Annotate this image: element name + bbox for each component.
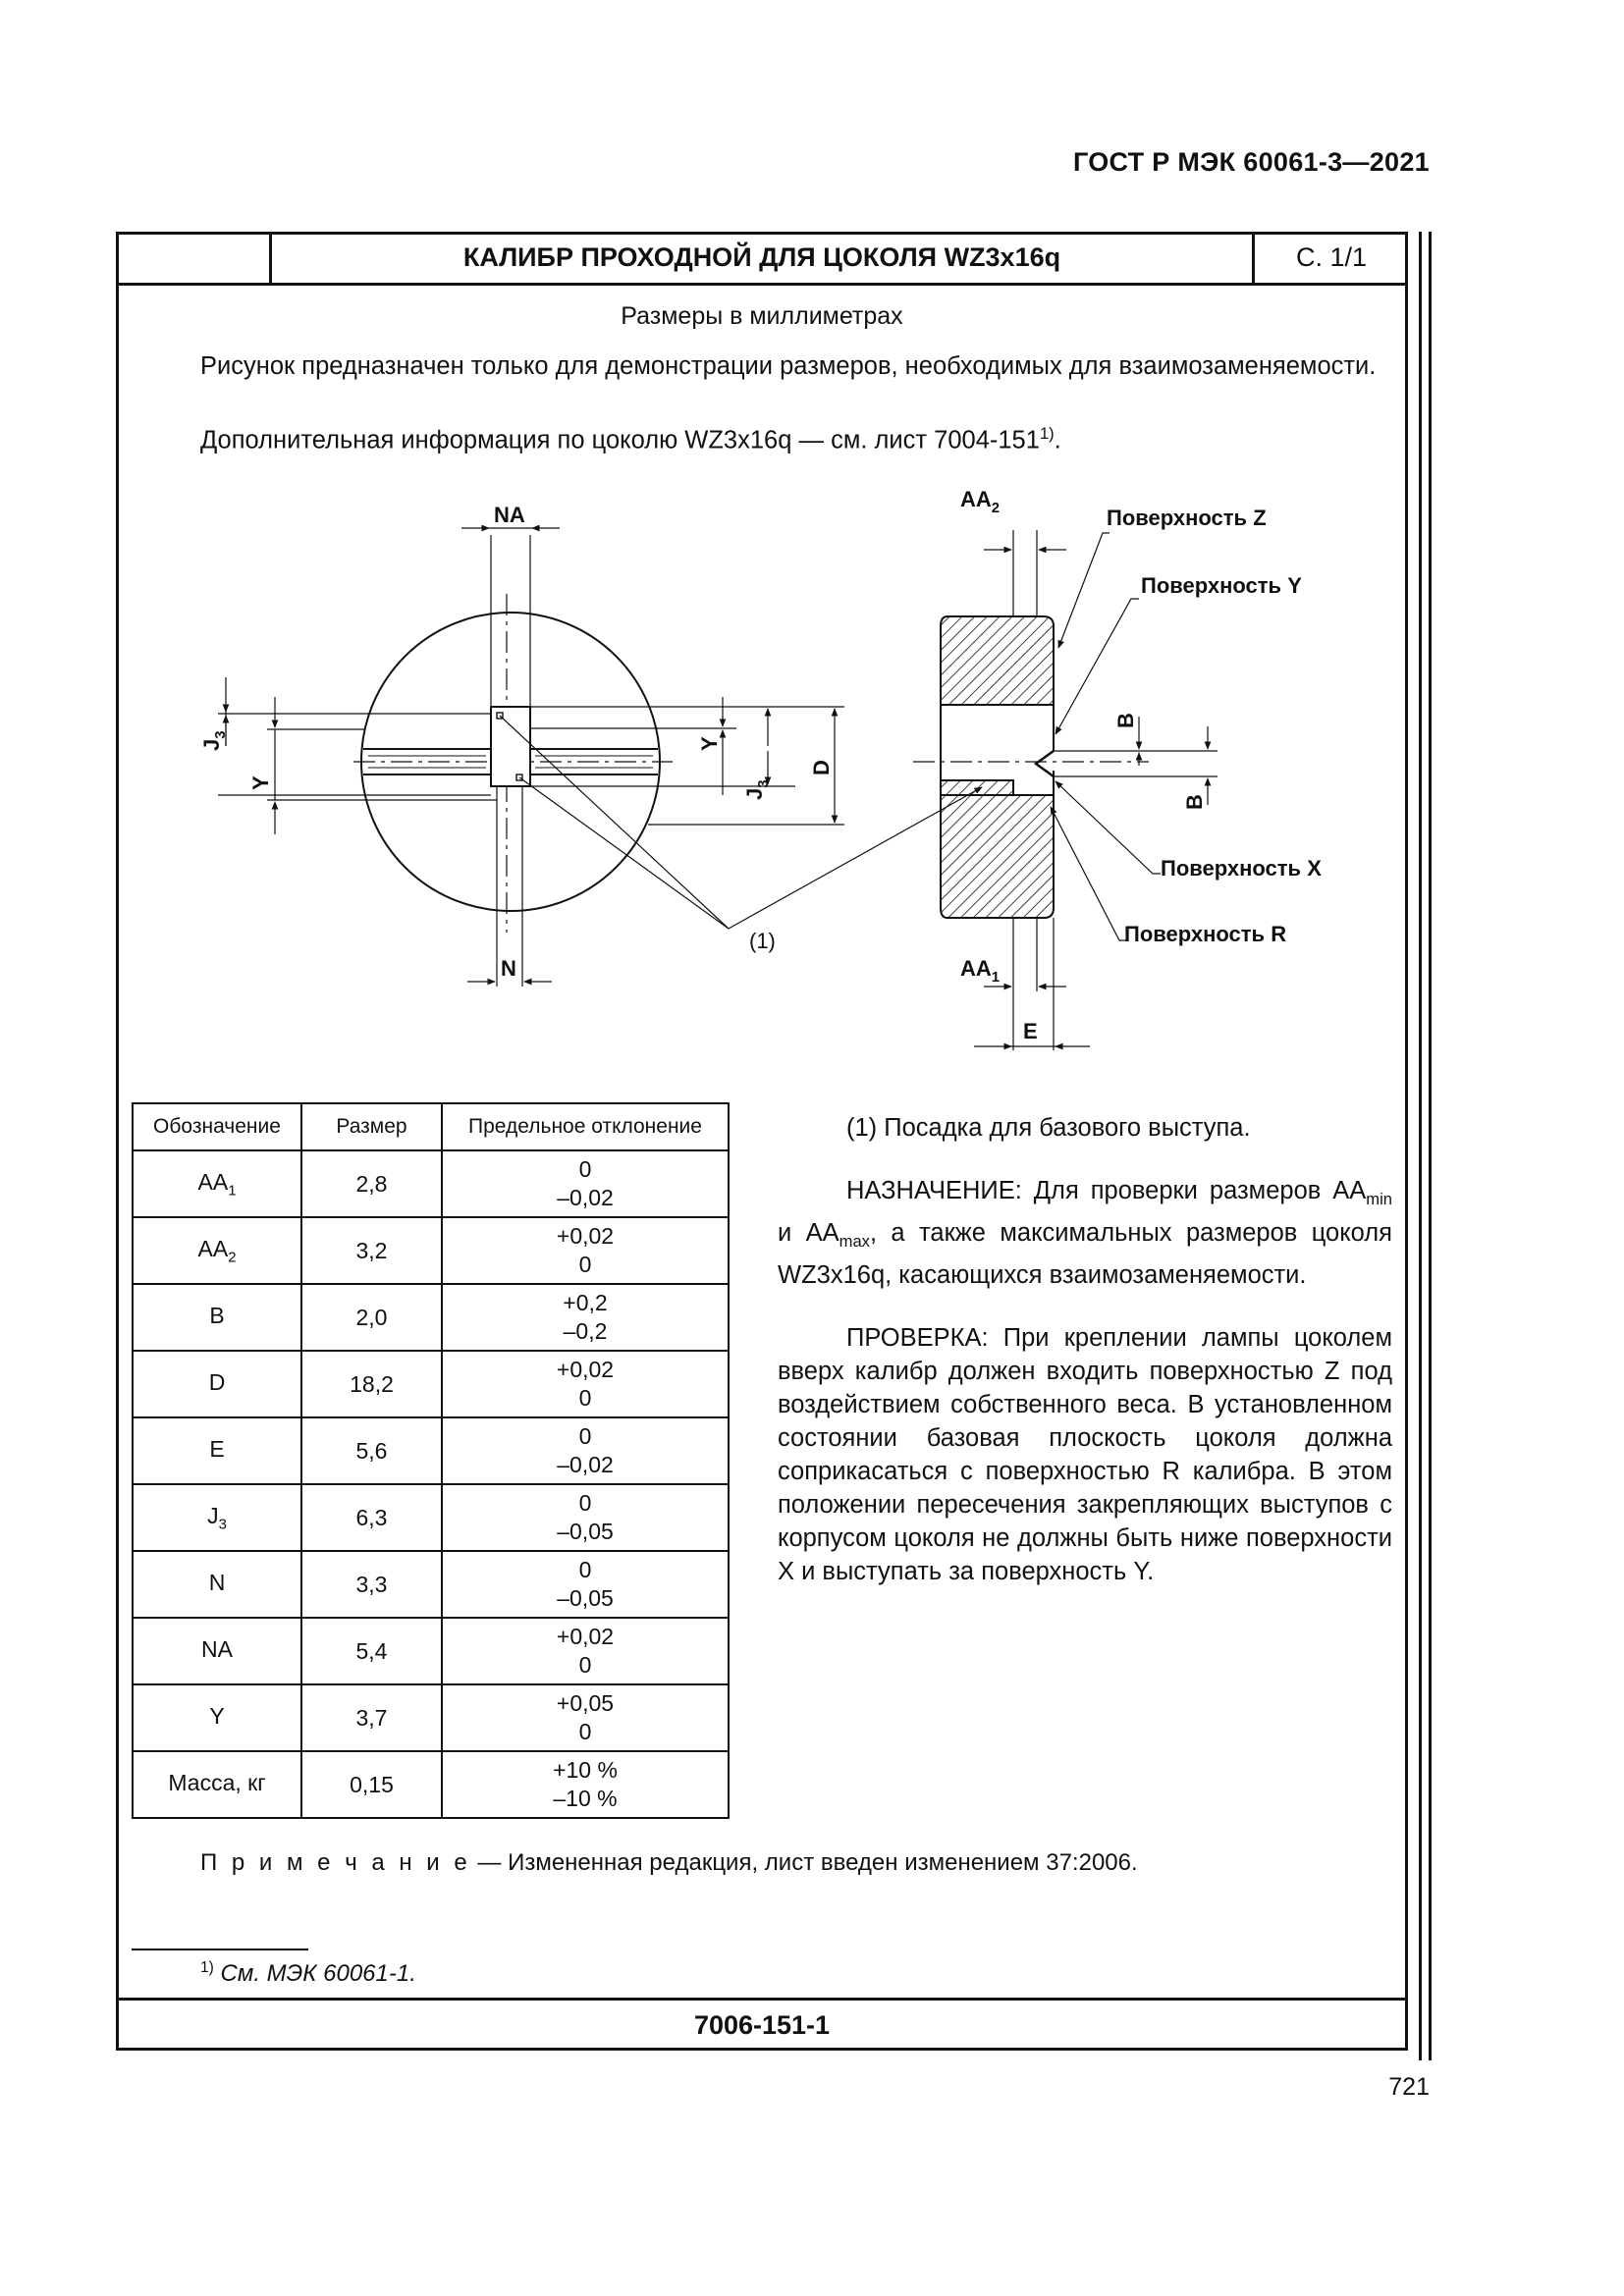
intro-reference [200, 416, 1379, 458]
label-NA: NA [494, 503, 525, 527]
label-E: E [1023, 1019, 1038, 1043]
label-B-top: B [1113, 713, 1138, 728]
table-row [133, 1351, 729, 1417]
tolerance-cell: +0,02 0 [442, 1217, 729, 1284]
table-row [133, 1150, 729, 1217]
size-cell: 5,6 [301, 1417, 442, 1484]
size-cell: 3,7 [301, 1684, 442, 1751]
label-N: N [501, 956, 516, 981]
tolerance-cell: +0,02 0 [442, 1351, 729, 1417]
symbol-cell: E [133, 1417, 301, 1484]
column-header: Обозначение [133, 1103, 301, 1150]
tolerance-cell: +10 % –10 % [442, 1751, 729, 1818]
table-row [133, 1618, 729, 1684]
label-ref1: (1) [749, 929, 776, 953]
tolerance-cell: +0,2 –0,2 [442, 1284, 729, 1351]
symbol-cell: B [133, 1284, 301, 1351]
reference-note: (1) Посадка для базового выступа. [846, 1114, 1251, 1142]
standard-number: ГОСТ Р МЭК 60061-3—2021 [1072, 147, 1430, 177]
table-row [133, 1217, 729, 1284]
note-text: — Измененная редакция, лист введен изменением 37:2006. [470, 1849, 1138, 1876]
symbol-cell: N [133, 1551, 301, 1618]
symbol-cell: NA [133, 1618, 301, 1684]
table-row [133, 1484, 729, 1551]
table-row [133, 1751, 729, 1818]
symbol-cell: Масса, кг [133, 1751, 301, 1818]
table-row [133, 1284, 729, 1351]
label-J3: $J_3$ [199, 730, 229, 751]
units-note: Размеры в миллиметрах [621, 302, 903, 330]
tolerance-cell: 0 –0,02 [442, 1417, 729, 1484]
label-surface-Z: Поверхность Z [1107, 506, 1267, 530]
table-row [133, 1551, 729, 1618]
symbol-cell: $AA_1$ [133, 1150, 301, 1217]
sheet-title: КАЛИБР ПРОХОДНОЙ ДЛЯ ЦОКОЛЯ WZ3x16q [462, 242, 1061, 272]
label-J3-right: $J_3$ [742, 779, 772, 800]
column-header: Предельное отклонение [442, 1103, 729, 1150]
check-paragraph: ПРОВЕРКА: При креплении лампы цоколем вверх калибр должен входить поверхностью Z под воздействием собственного веса. В установленном состоянии базовая плоскость цоколя должна соприкасаться с поверхностью R калибра. В этом положении пересечения закрепляющих выступов с корпусом цоколя не должны быть ниже поверхности X и выступать за поверхность Y. [778, 1324, 1392, 1586]
label-AA2: $AA_2$ [960, 487, 1001, 516]
footnote-mark: 1) [1039, 424, 1055, 443]
footnote-rule [132, 1949, 308, 1950]
intro-paragraph: Рисунок предназначен только для демонстрации размеров, необходимых для взаимозаменяемости. [200, 352, 1377, 380]
label-AA1: $AA_1$ [960, 956, 1001, 986]
size-cell: 2,8 [301, 1150, 442, 1217]
dimensions-table [132, 1102, 730, 1819]
frame-rule [1429, 232, 1432, 2060]
footnote [200, 1959, 416, 1988]
page-number: 721 [1388, 2073, 1430, 2101]
sheet-page: С. 1/1 [1295, 242, 1368, 272]
tolerance-cell: 0 –0,05 [442, 1484, 729, 1551]
label-B-bottom: B [1182, 794, 1207, 810]
table-row [133, 1684, 729, 1751]
footnote-mark: 1) [200, 1959, 214, 1976]
frame-rule [1419, 232, 1422, 2060]
intro-reference-text: Дополнительная информация по цоколю WZ3x16q — см. лист 7004-151 [200, 426, 1040, 454]
table-row [133, 1417, 729, 1484]
size-cell: 5,4 [301, 1618, 442, 1684]
size-cell: 18,2 [301, 1351, 442, 1417]
label-surface-R: Поверхность R [1124, 922, 1287, 946]
front-view [218, 528, 844, 987]
size-cell: 3,3 [301, 1551, 442, 1618]
note [200, 1849, 1138, 1877]
footer-divider [116, 1998, 1408, 2001]
symbol-cell: D [133, 1351, 301, 1417]
tolerance-cell: 0 –0,02 [442, 1150, 729, 1217]
column-header: Размер [301, 1103, 442, 1150]
symbol-cell: Y [133, 1684, 301, 1751]
section-view-labels [960, 487, 1322, 1043]
footnote-text: См. МЭК 60061-1. [213, 1960, 416, 1987]
label-D: D [809, 760, 834, 775]
label-surface-X: Поверхность X [1161, 856, 1322, 881]
tolerance-cell: 0 –0,05 [442, 1551, 729, 1618]
label-Y-right: Y [697, 736, 722, 751]
size-cell: 3,2 [301, 1217, 442, 1284]
size-cell: 0,15 [301, 1751, 442, 1818]
right-text [778, 1111, 1392, 1618]
label-surface-Y: Поверхность Y [1141, 573, 1302, 598]
purpose-paragraph: НАЗНАЧЕНИЕ: Для проверки размеров $AA_{min}$ и $AA_{max}$, а также максимальных размеров цоколя WZ3x16q, касающихся взаимозаменяемости. [778, 1177, 1392, 1290]
size-cell: 2,0 [301, 1284, 442, 1351]
size-cell: 6,3 [301, 1484, 442, 1551]
sheet-code: 7006-151-1 [693, 2010, 831, 2040]
symbol-cell: $AA_2$ [133, 1217, 301, 1284]
intro-reference-end: . [1054, 426, 1061, 454]
label-Y-left: Y [248, 775, 273, 790]
note-label: П р и м е ч а н и е [200, 1849, 471, 1876]
symbol-cell: $J_3$ [133, 1484, 301, 1551]
tolerance-cell: +0,05 0 [442, 1684, 729, 1751]
gauge-drawing [157, 471, 1414, 1080]
tolerance-cell: +0,02 0 [442, 1618, 729, 1684]
